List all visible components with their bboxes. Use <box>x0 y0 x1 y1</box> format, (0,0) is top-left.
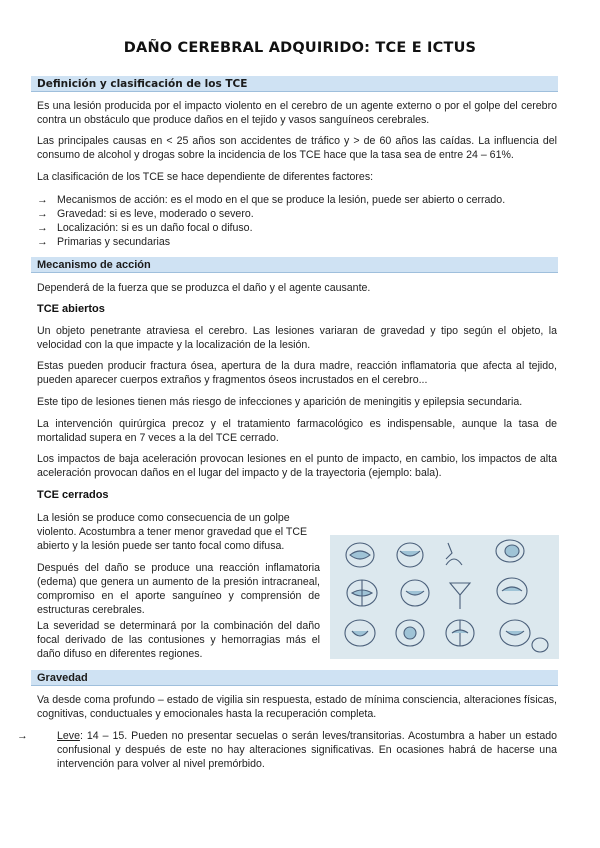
paragraph: Es una lesión producida por el impacto violento en el cerebro de un agente externo o por el golpe del cerebro contra un obstáculo que produce daños en el tejido y vasos sanguíneos cerebrales. <box>37 100 557 126</box>
paragraph: Después del daño se produce una reacción inflamatoria (edema) que genera un aumento de la presión intracraneal, compromiso en el aporte sanguíneo y comprensión de estructuras cerebrales. <box>37 562 320 616</box>
paragraph: La intervención quirúrgica precoz y el tratamiento farmacológico es indispensable, aunque la tasa de mortalidad supera en 7 veces a la del TCE cerrado. <box>37 418 557 444</box>
list-item: → Primarias y secundarias <box>37 236 171 248</box>
paragraph: La clasificación de los TCE se hace dependiente de diferentes factores: <box>37 171 374 183</box>
brain-injury-diagram-image <box>330 535 559 659</box>
list-item: → Mecanismos de acción: es el modo en el que se produce la lesión, puede ser abierto o cerrado. <box>37 194 506 206</box>
document-title: DAÑO CEREBRAL ADQUIRIDO: TCE E ICTUS <box>123 40 477 56</box>
section-heading-definicion: Definición y clasificación de los TCE <box>31 76 558 92</box>
list-item: → Localización: si es un daño focal o difuso. <box>37 222 253 234</box>
section-heading-gravedad: Gravedad <box>31 670 558 686</box>
subheading-tce-cerrados: TCE cerrados <box>37 489 109 501</box>
paragraph: La lesión se produce como consecuencia de un golpe violento. Acostumbra a tener menor gravedad que el TCE abierto y la lesión puede ser tanto focal como difusa. <box>37 512 308 552</box>
paragraph: Va desde coma profundo – estado de vigilia sin respuesta, estado de mínima consciencia, alteraciones físicas, cognitivas, conductuales y emocionales hasta la recuperación completa. <box>37 694 557 720</box>
arrow-icon: → <box>37 194 48 206</box>
paragraph: La severidad se determinará por la combinación del daño focal derivado de las contusiones y hemorragias más el daño difuso en diferentes regiones. <box>37 620 320 660</box>
paragraph: Dependerá de la fuerza que se produzca el daño y el agente causante. <box>37 282 371 294</box>
paragraph: Las principales causas en < 25 años son accidentes de tráfico y > de 60 años las caídas. La influencia del consumo de alcohol y drogas sobre la incidencia de los TCE hace que la tasa sea de entre 24 – 61%. <box>37 135 557 161</box>
list-item-leve: → Leve: 14 – 15. Pueden no presentar secuelas o serán leves/transitorias. Acostumbra a haber un estado confusional y después de este no hay alteraciones significativas. En ocasiones habrá de hacerse una intervención para volver al nivel premórbido. <box>17 730 557 770</box>
paragraph: Un objeto penetrante atraviesa el cerebro. Las lesiones variaran de gravedad y tipo según el objeto, la velocidad con la que impacte y la localización de la lesión. <box>37 325 557 351</box>
subheading-tce-abiertos: TCE abiertos <box>37 303 105 315</box>
paragraph: Estas pueden producir fractura ósea, apertura de la dura madre, reacción inflamatoria que afecta al tejido, pueden aparecer cuerpos extraños y fragmentos óseos incrustados en el cerebro... <box>37 360 557 386</box>
section-heading-mecanismo: Mecanismo de acción <box>31 257 558 273</box>
paragraph: Este tipo de lesiones tienen más riesgo de infecciones y aparición de meningitis y epilepsia secundaria. <box>37 396 523 408</box>
arrow-icon: → <box>17 730 28 742</box>
arrow-icon: → <box>37 236 48 248</box>
paragraph: Los impactos de baja aceleración provocan lesiones en el punto de impacto, en cambio, los impactos de alta aceleración provocan daños en el lugar del impacto y de la trayectoria (ejemplo: bala). <box>37 453 557 479</box>
list-item: → Gravedad: si es leve, moderado o severo. <box>37 208 254 220</box>
arrow-icon: → <box>37 208 48 220</box>
arrow-icon: → <box>37 222 48 234</box>
